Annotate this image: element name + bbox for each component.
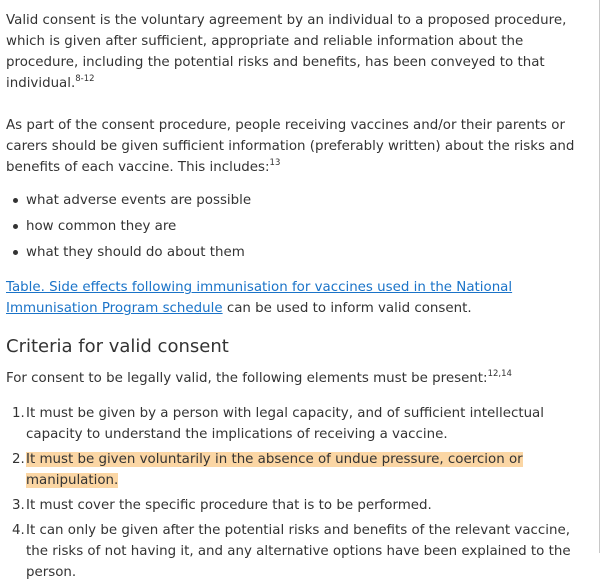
list-item <box>6 190 586 211</box>
list-item <box>6 242 586 263</box>
side-effects-table-link[interactable]: Table. Side effects following immunisation for vaccines used in the National Immunisation Program schedule <box>6 280 513 316</box>
procedure-info-paragraph <box>6 115 586 178</box>
list-item <box>6 449 586 491</box>
information-bullet-list <box>6 190 586 263</box>
section-heading: Criteria for valid consent <box>6 336 229 357</box>
list-item-text: It can only be given after the potential risks and benefits of the relevant vaccine, the risks of not having it, and any alternative options have been explained to the person. <box>26 523 571 580</box>
highlighted-text: It must be given voluntarily in the absence of undue pressure, coercion or manipulation. <box>26 452 523 488</box>
criteria-intro-paragraph <box>6 368 586 389</box>
reference-superscript[interactable]: 13 <box>269 157 281 168</box>
list-item-text: how common they are <box>26 219 177 234</box>
list-item <box>6 520 586 583</box>
list-item-number: 1. <box>12 406 25 421</box>
list-item-text: what adverse events are possible <box>26 193 252 208</box>
list-item <box>6 403 586 445</box>
criteria-intro-text: For consent to be legally valid, the following elements must be present: <box>6 371 488 386</box>
article-content <box>6 10 586 587</box>
side-effects-paragraph <box>6 277 586 319</box>
list-item-number: 4. <box>12 523 25 538</box>
reference-superscript[interactable]: 12,14 <box>487 368 512 379</box>
list-item-number: 3. <box>12 498 25 513</box>
list-item-number: 2. <box>12 452 25 467</box>
list-item-text: It must be given by a person with legal capacity, and of sufficient intellectual capacity to understand the implications of receiving a vaccine. <box>26 406 544 442</box>
list-item-text: It must cover the specific procedure that is to be performed. <box>26 498 432 513</box>
consent-definition-text: Valid consent is the voluntary agreement by an individual to a proposed procedure, which is given after sufficient, appropriate and reliable information about the procedure, including the potential risks and benefits, has been conveyed to that individual. <box>6 13 567 91</box>
bullet-icon <box>13 198 18 203</box>
list-item <box>6 495 586 516</box>
list-item-text: what they should do about them <box>26 245 245 260</box>
side-effects-trailing-text: can be used to inform valid consent. <box>222 301 472 316</box>
list-item <box>6 216 586 237</box>
criteria-list <box>6 403 586 583</box>
consent-definition-paragraph <box>6 10 586 94</box>
reference-superscript[interactable]: 8-12 <box>75 73 95 84</box>
bullet-icon <box>13 250 18 255</box>
procedure-info-text: As part of the consent procedure, people receiving vaccines and/or their parents or carers should be given sufficient information (preferably written) about the risks and benefits of each vaccine. This includes: <box>6 118 575 175</box>
bullet-icon <box>13 224 18 229</box>
